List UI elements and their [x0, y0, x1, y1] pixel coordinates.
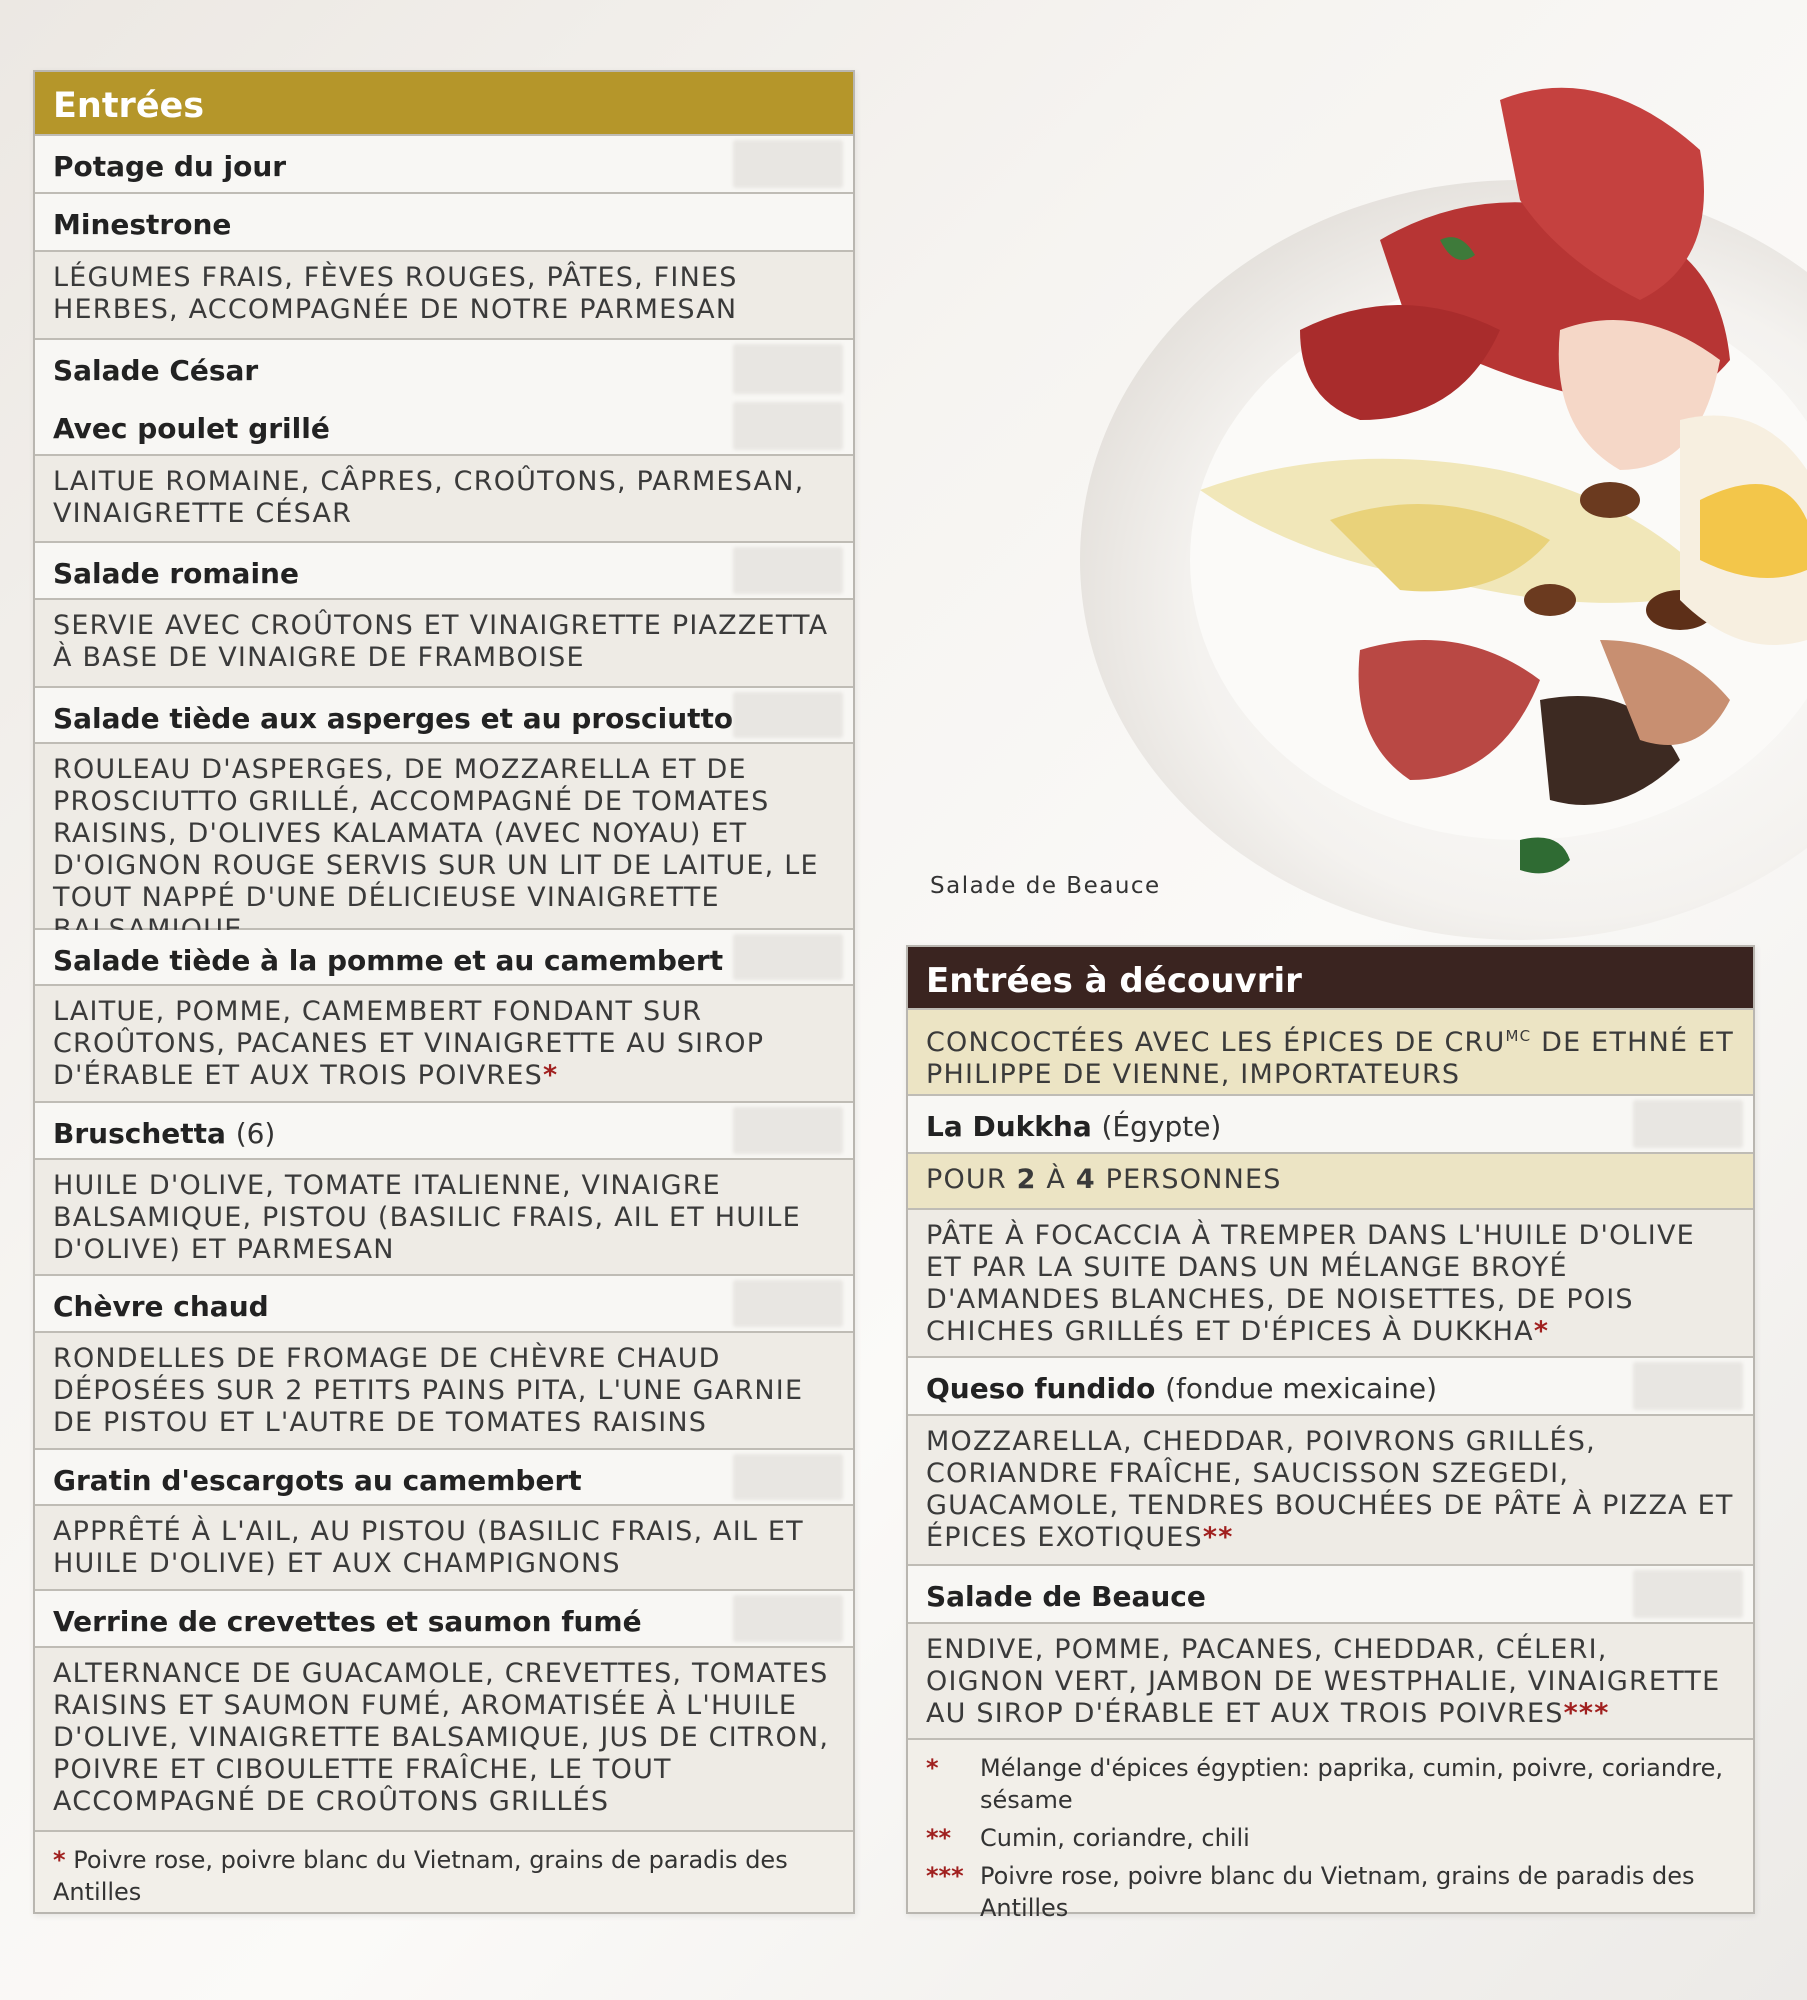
footnote-row — [926, 1822, 1735, 1854]
menu-item-description: LÉGUMES FRAIS, FÈVES ROUGES, PÂTES, FINES HERBES, ACCOMPAGNÉE DE NOTRE PARMESAN — [35, 252, 853, 340]
section-title: Entrées à découvrir — [908, 947, 1753, 1010]
price-redacted — [1633, 1570, 1743, 1618]
menu-item-name: La Dukkha (Égypte) — [908, 1096, 1753, 1154]
menu-item-name: Salade tiède aux asperges et au prosciutto — [35, 688, 853, 744]
footnote-mark: ** — [926, 1824, 952, 1852]
price-redacted — [733, 1454, 843, 1500]
menu-item-name: Salade romaine — [35, 543, 853, 600]
menu-item-description: RONDELLES DE FROMAGE DE CHÈVRE CHAUD DÉPOSÉES SUR 2 PETITS PAINS PITA, L'UNE GARNIE DE PISTOU ET L'AUTRE DE TOMATES RAISINS — [35, 1333, 853, 1450]
price-redacted — [1633, 1100, 1743, 1148]
footnote-text: Poivre rose, poivre blanc du Vietnam, grains de paradis des Antilles — [980, 1862, 1695, 1922]
footnote-mark: *** — [926, 1862, 964, 1890]
footnote-text: Mélange d'épices égyptien: paprika, cumin, poivre, coriandre, sésame — [980, 1754, 1724, 1814]
menu-item-description: LAITUE, POMME, CAMEMBERT FONDANT SUR CROÛTONS, PACANES ET VINAIGRETTE AU SIROP D'ÉRABLE ET AUX TROIS POIVRES* — [35, 986, 853, 1103]
footnote-row — [926, 1752, 1735, 1816]
menu-item-description: HUILE D'OLIVE, TOMATE ITALIENNE, VINAIGRE BALSAMIQUE, PISTOU (BASILIC FRAIS, AIL ET HUILE D'OLIVE) ET PARMESAN — [35, 1160, 853, 1276]
trademark-mark: MC — [1505, 1027, 1532, 1045]
price-redacted — [733, 547, 843, 594]
menu-item-name: Gratin d'escargots au camembert — [35, 1450, 853, 1506]
footnote-mark: * — [1533, 1316, 1550, 1347]
menu-item-quantity: (6) — [235, 1117, 276, 1150]
price-redacted — [733, 1595, 843, 1642]
footnote-mark: * — [542, 1060, 559, 1091]
price-redacted — [733, 934, 843, 980]
menu-item-name: Chèvre chaud — [35, 1276, 853, 1333]
footnote-mark: ** — [1202, 1522, 1234, 1553]
entrees-a-decouvrir-panel — [906, 945, 1755, 1922]
menu-item-description: PÂTE À FOCACCIA À TREMPER DANS L'HUILE D'OLIVE ET PAR LA SUITE DANS UN MÉLANGE BROYÉ D'AMANDES BLANCHES, DE NOISETTES, DE POIS CHICHES GRILLÉS ET D'ÉPICES À DUKKHA* — [908, 1210, 1753, 1358]
price-redacted — [733, 402, 843, 450]
footnote-mark: * — [53, 1846, 66, 1874]
entrees-menu-panel — [33, 70, 855, 1914]
menu-item-name: Salade tiède à la pomme et au camembert — [35, 930, 853, 986]
footnote-mark: * — [926, 1754, 939, 1782]
footnote-row — [926, 1860, 1735, 1924]
menu-item-description: ENDIVE, POMME, PACANES, CHEDDAR, CÉLERI, OIGNON VERT, JAMBON DE WESTPHALIE, VINAIGRETTE AU SIROP D'ÉRABLE ET AUX TROIS POIVRES*** — [908, 1624, 1753, 1740]
menu-item-serving: POUR 2 À 4 PERSONNES — [908, 1154, 1753, 1210]
footnote-text: Cumin, coriandre, chili — [980, 1824, 1250, 1852]
menu-item-name: Salade César — [35, 340, 853, 398]
menu-item-name: Verrine de crevettes et saumon fumé — [35, 1591, 853, 1648]
menu-item-name: Salade de Beauce — [908, 1566, 1753, 1624]
menu-item-origin: (fondue mexicaine) — [1165, 1372, 1438, 1405]
price-redacted — [733, 1107, 843, 1154]
price-redacted — [733, 344, 843, 394]
price-redacted — [733, 1280, 843, 1327]
menu-item-name: Bruschetta (6) — [35, 1103, 853, 1160]
menu-item-name: Potage du jour — [35, 136, 853, 194]
price-redacted — [1633, 1362, 1743, 1410]
dish-photo — [1080, 0, 1807, 950]
section-title: Entrées — [35, 72, 853, 136]
footnotes — [908, 1740, 1753, 1922]
menu-item-name: Minestrone — [35, 194, 853, 252]
menu-item-description: APPRÊTÉ À L'AIL, AU PISTOU (BASILIC FRAIS, AIL ET HUILE D'OLIVE) ET AUX CHAMPIGNONS — [35, 1506, 853, 1591]
section-intro: CONCOCTÉES AVEC LES ÉPICES DE $CRU^{MC}$ DE ETHNÉ ET PHILIPPE DE VIENNE, IMPORTATEURS — [908, 1010, 1753, 1096]
menu-item-description: ALTERNANCE DE GUACAMOLE, CREVETTES, TOMATES RAISINS ET SAUMON FUMÉ, AROMATISÉE À L'HUILE D'OLIVE, VINAIGRETTE BALSAMIQUE, JUS DE CITRON, POIVRE ET CIBOULETTE FRAÎCHE, LE TOUT ACCOMPAGNÉ DE CROÛTONS GRILLÉS — [35, 1648, 853, 1832]
menu-item-origin: (Égypte) — [1101, 1110, 1222, 1143]
menu-item-description: LAITUE ROMAINE, CÂPRES, CROÛTONS, PARMESAN, VINAIGRETTE CÉSAR — [35, 456, 853, 543]
menu-item-name: Queso fundido (fondue mexicaine) — [908, 1358, 1753, 1416]
menu-item-description: SERVIE AVEC CROÛTONS ET VINAIGRETTE PIAZZETTA À BASE DE VINAIGRE DE FRAMBOISE — [35, 600, 853, 688]
footnote — [35, 1832, 853, 1912]
price-redacted — [733, 140, 843, 188]
footnote-mark: *** — [1563, 1698, 1610, 1729]
photo-caption: Salade de Beauce — [930, 873, 1161, 899]
menu-item-variant: Avec poulet grillé — [35, 398, 853, 456]
menu-item-description: MOZZARELLA, CHEDDAR, POIVRONS GRILLÉS, CORIANDRE FRAÎCHE, SAUCISSON SZEGEDI, GUACAMOLE, TENDRES BOUCHÉES DE PÂTE À PIZZA ET ÉPICES EXOTIQUES** — [908, 1416, 1753, 1566]
footnote-text: Poivre rose, poivre blanc du Vietnam, grains de paradis des Antilles — [53, 1846, 788, 1906]
price-redacted — [733, 692, 843, 738]
menu-item-description: ROULEAU D'ASPERGES, DE MOZZARELLA ET DE PROSCIUTTO GRILLÉ, ACCOMPAGNÉ DE TOMATES RAISINS, D'OLIVES KALAMATA (AVEC NOYAU) ET D'OIGNON ROUGE SERVIS SUR UN LIT DE LAITUE, LE TOUT NAPPÉ D'UNE DÉLICIEUSE VINAIGRETTE — [35, 744, 853, 930]
